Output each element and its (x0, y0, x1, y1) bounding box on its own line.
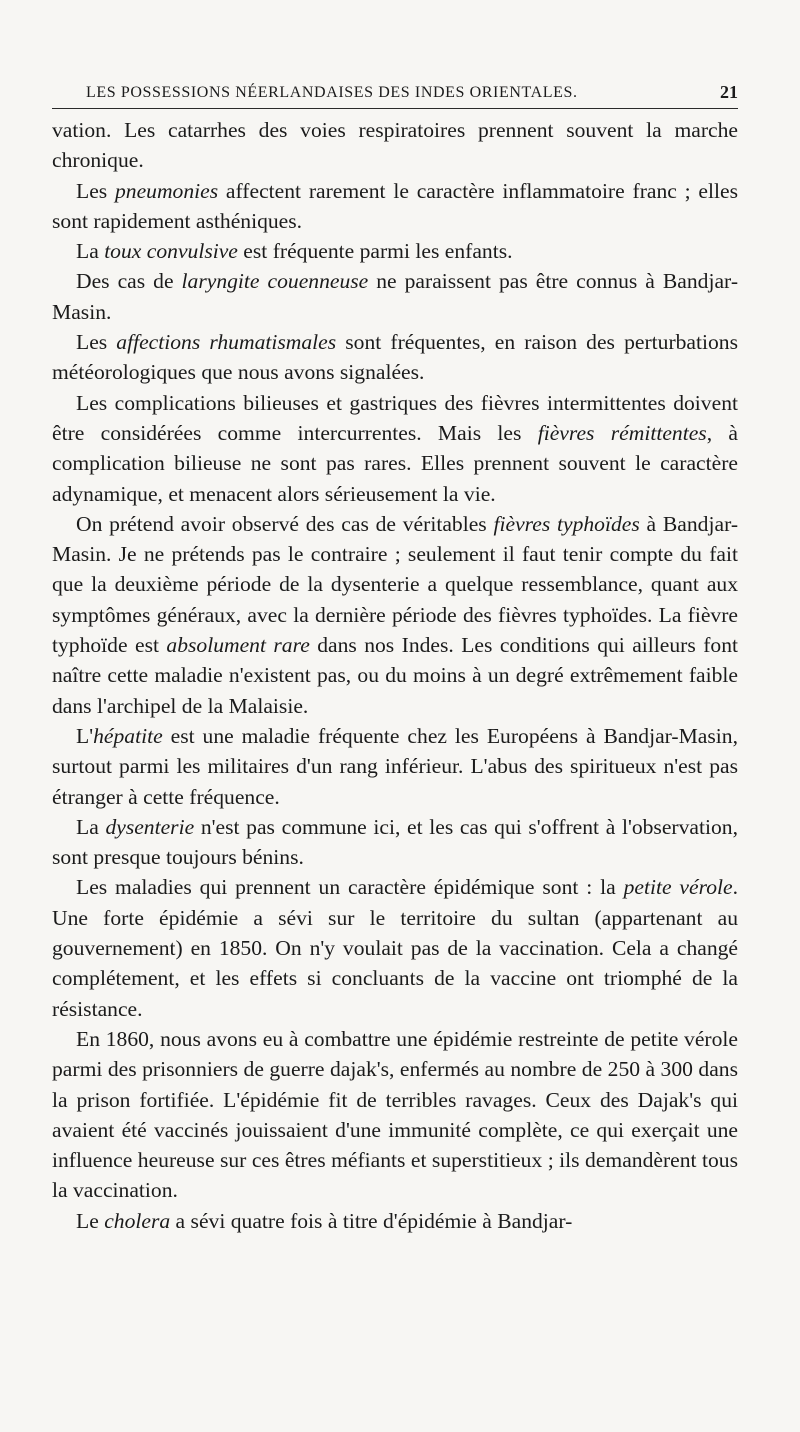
italic-term: toux convulsive (104, 239, 238, 264)
text-run: est une maladie fréquente chez les Européens à Bandjar-Masin, surtout parmi les militaires d'un rang inférieur. L'abus des spiritueux n'est pas étranger à cette fréquence. (52, 723, 738, 809)
paragraph-p2 (52, 176, 738, 237)
running-header (52, 78, 738, 109)
italic-term: fièvres typhoïdes (493, 511, 640, 536)
italic-term: affections rhumatismales (116, 330, 337, 355)
paragraph-p12 (52, 1206, 738, 1236)
text-run: Les (76, 330, 117, 355)
paragraph-p11 (52, 1024, 738, 1206)
paragraph-p8 (52, 721, 738, 812)
text-run: sont fréquentes, en raison des perturbations météorologiques que nous avons signalées. (52, 330, 739, 385)
text-run: Des cas de (76, 269, 182, 294)
italic-term: absolument rare (166, 633, 310, 658)
text-run: à Bandjar-Masin. Je ne prétends pas le contraire ; seulement il faut tenir compte du fait que la deuxième période de la dysenterie a quelque ressemblance, quant aux symptômes généraux, avec la dernière période des fièvres typhoïdes. La fièvre typhoïde est (52, 511, 739, 658)
text-run: a sévi quatre fois à titre d'épidémie à Bandjar- (170, 1208, 573, 1233)
text-run: affectent rarement le caractère inflammatoire franc ; elles sont rapidement asthéniques. (52, 178, 738, 233)
text-run: Le (76, 1208, 105, 1233)
text-run: En 1860, nous avons eu à combattre une épidémie restreinte de petite vérole parmi des prisonniers de guerre dajak's, enfermés au nombre de 250 à 300 dans la prison fortifiée. L'épidémie fit de terribles ravages. Ceux des Dajak's qui avaient été vaccinés jouissaient d'une immunité complète, ce qui exerçait une influence heureuse sur ces êtres méfiants et superstitieux ; ils demandèrent tous la vaccination. (52, 1026, 738, 1203)
text-run: dans nos Indes. Les conditions qui ailleurs font naître cette maladie n'existent pas, ou du moins à un degré extrêmement faible dans l'archipel de la Malaisie. (52, 633, 738, 718)
italic-term: hépatite (93, 723, 163, 748)
italic-term: laryngite couenneuse (181, 269, 369, 294)
text-run: L' (76, 723, 94, 748)
paragraph-p10 (52, 872, 738, 1023)
paragraph-p5 (52, 327, 738, 388)
paragraph-p4 (52, 266, 738, 327)
text-run: Les (76, 178, 115, 203)
body-text (52, 115, 738, 1236)
text-run: est fréquente parmi les enfants. (237, 239, 513, 264)
italic-term: cholera (104, 1208, 171, 1233)
paragraph-p3 (52, 236, 738, 266)
text-run: n'est pas commune ici, et les cas qui s'offrent à l'observation, sont presque toujours bénins. (52, 814, 738, 870)
text-run: vation. Les catarrhes des voies respiratoires prennent souvent la marche chronique. (52, 118, 738, 173)
paragraph-p7 (52, 509, 738, 721)
text-run: Les complications bilieuses et gastriques des fièvres intermittentes doivent être considérées comme intercurrentes. Mais les (52, 390, 738, 445)
text-run: On prétend avoir observé des cas de véritables (76, 511, 494, 536)
book-page (52, 78, 738, 1236)
running-title: LES POSSESSIONS NÉERLANDAISES DES INDES ORIENTALES. (86, 84, 578, 101)
text-run: La (76, 239, 105, 264)
text-run: La (76, 814, 106, 839)
text-run: ne paraissent pas être connus à Bandjar-Masin. (52, 269, 739, 324)
italic-term: pneumonies (114, 178, 219, 203)
italic-term: fièvres rémittentes (537, 420, 707, 445)
page-number: 21 (720, 82, 738, 102)
text-run: Les maladies qui prennent un caractère épidémique sont : la (76, 875, 624, 900)
paragraph-p9 (52, 812, 738, 873)
italic-term: petite vérole (623, 875, 733, 900)
paragraph-p6 (52, 388, 738, 509)
paragraph-p1 (52, 115, 738, 176)
text-run: . Une forte épidémie a sévi sur le territoire du sultan (appartenant au gouvernement) en 1850. On n'y voulait pas de la vaccination. Cela a changé complétement, et les effets si concluants de la vaccine ont triomphé de la résistance. (52, 875, 738, 1021)
italic-term: dysenterie (105, 814, 195, 839)
text-run: , à complication bilieuse ne sont pas rares. Elles prennent souvent le caractère adynamique, et menacent alors sérieusement la vie. (52, 420, 738, 506)
